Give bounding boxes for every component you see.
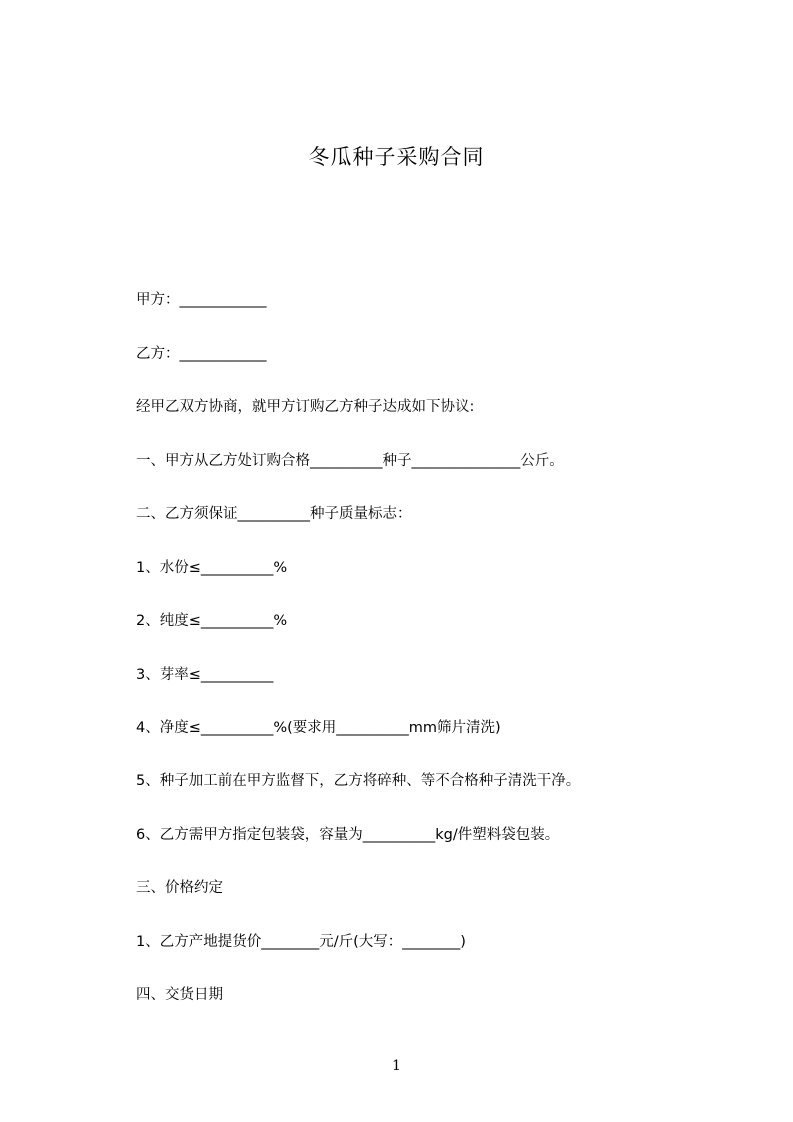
quality-item-packaging: 6、乙方需甲方指定包装袋，容量为__________kg/件塑料袋包装。 [136, 827, 560, 843]
quality-item-germination: 3、芽率≤__________ [136, 667, 274, 683]
clause-3-price: 三、价格约定 [136, 880, 223, 896]
clause-1-order: 一、甲方从乙方处订购合格__________种子_______________公斤。 [136, 453, 564, 469]
page-number: 1 [392, 1058, 401, 1074]
party-b-line: 乙方：____________ [136, 346, 267, 362]
clause-4-delivery: 四、交货日期 [136, 987, 223, 1003]
quality-item-purity: 2、纯度≤__________% [136, 613, 288, 629]
quality-item-moisture: 1、水份≤__________% [136, 560, 288, 576]
quality-item-cleaning: 5、种子加工前在甲方监督下，乙方将碎种、等不合格种子清洗干净。 [136, 773, 581, 789]
party-a-line: 甲方：____________ [136, 292, 267, 308]
clause-2-quality: 二、乙方须保证__________种子质量标志： [136, 506, 412, 522]
price-item-pickup: 1、乙方产地提货价________元/斤(大写：________) [136, 934, 466, 950]
agreement-intro: 经甲乙双方协商，就甲方订购乙方种子达成如下协议: [136, 399, 475, 415]
quality-item-cleanliness: 4、净度≤__________%(要求用__________mm筛片清洗) [136, 720, 501, 736]
document-title: 冬瓜种子采购合同 [308, 145, 485, 169]
